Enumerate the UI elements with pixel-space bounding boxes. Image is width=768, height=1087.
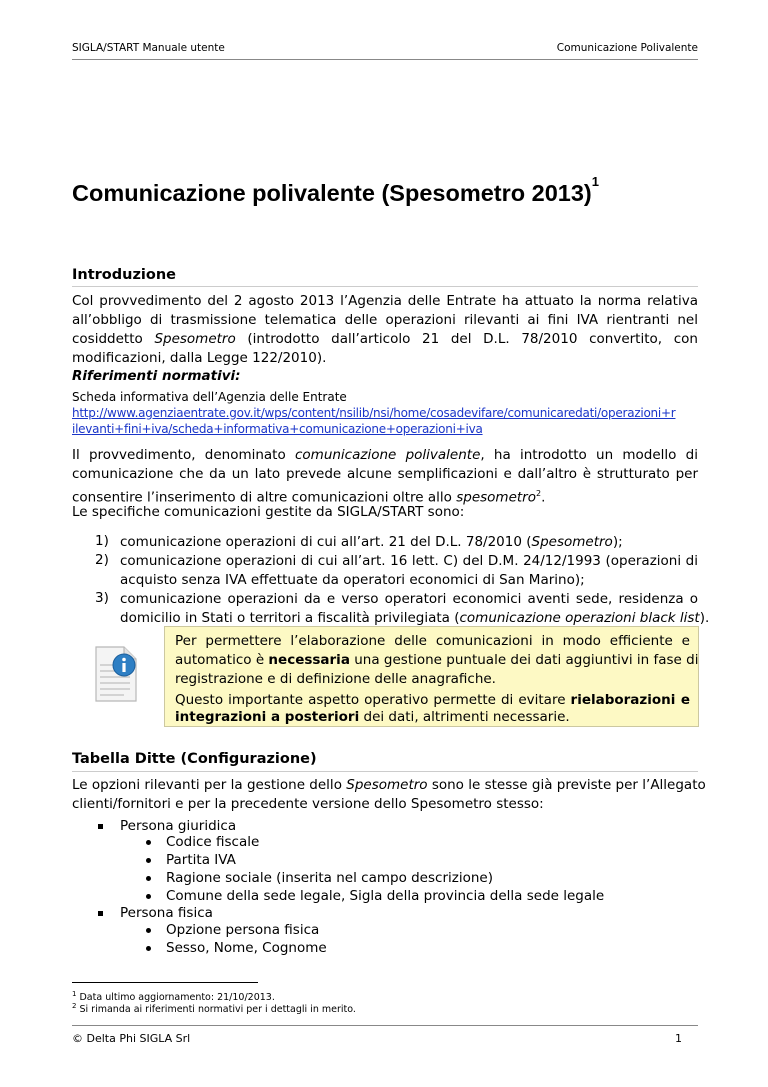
note-box (164, 626, 699, 727)
section-divider (72, 771, 698, 772)
riferimenti-source: Scheda informativa dell’Agenzia delle Entrate (72, 390, 347, 404)
note-line: Per permettere l’elaborazione delle comunicazioni in modo efficiente e (175, 633, 690, 649)
footer-copyright: © Delta Phi SIGLA Srl (72, 1032, 191, 1045)
riferimenti-heading: Riferimenti normativi: (72, 368, 241, 384)
info-document-icon (94, 645, 140, 703)
page-header (72, 42, 698, 54)
title-footnote-ref: 1 (591, 174, 599, 189)
header-section: Comunicazione Polivalente (556, 42, 698, 54)
list-item-persona-fisica: Persona fisica (120, 905, 213, 921)
page-title: Comunicazione polivalente (Spesometro 2013)$^1$ (72, 174, 599, 206)
footnote-ref-2: 2 (535, 489, 542, 498)
intro-paragraph: Col provvedimento del 2 agosto 2013 l’Agenzia delle Entrate ha attuato la norma relativa all’obbligo di trasmissione telematica delle operazioni rilevanti ai fini IVA rientranti nel cosiddetto Spesometro (introdotto dall’articolo 21 del D.L. 78/2010 convertito, con modificazioni, dalla Legge 122/2010). (72, 293, 698, 366)
bullet-icon (146, 876, 151, 881)
tabella-paragraph: Le opzioni rilevanti per la gestione dello Spesometro sono le stesse già previste per l’Allegato clienti/fornitori e per la precedente versione dello Spesometro stesso: (72, 777, 706, 812)
note-line: Questo importante aspetto operativo permette di evitare rielaborazioni e (175, 692, 690, 708)
list-item: Ragione sociale (inserita nel campo descrizione) (166, 870, 493, 886)
provvedimento-paragraph: Il provvedimento, denominato comunicazione polivalente, ha introdotto un modello di comunicazione che da un lato prevede alcune semplificazioni e dall’altro è strutturato per consentire l’inserimento di altre comunicazioni oltre allo spesometro$^2$. (72, 447, 698, 506)
list-number: 2) (95, 552, 109, 568)
section-divider (72, 286, 698, 287)
list-item: Codice fiscale (166, 834, 260, 850)
list-item: comunicazione operazioni da e verso operatori economici aventi sede, residenza o domicilio in Stati o territori a fiscalità privilegiata (comunicazione operazioni black list). (120, 591, 710, 626)
section-heading-introduzione: Introduzione (72, 267, 176, 283)
header-divider (72, 59, 698, 60)
note-line: registrazione e di definizione delle anagrafiche. (175, 671, 496, 687)
riferimenti-link[interactable]: http://www.agenziaentrate.gov.it/wps/content/nsilib/nsi/home/cosadevifare/comunicaredati/operazioni+r ilevanti+fini+iva/scheda+informativa+comunicazione+operazioni+iva (72, 406, 676, 436)
bullet-icon (146, 894, 151, 899)
list-item-persona-giuridica: Persona giuridica (120, 818, 237, 834)
page-footer (72, 1032, 698, 1045)
bullet-icon (146, 858, 151, 863)
footer-divider (72, 1025, 698, 1026)
list-item: Opzione persona fisica (166, 922, 320, 938)
list-item: Comune della sede legale, Sigla della provincia della sede legale (166, 888, 605, 904)
bullet-icon (146, 840, 151, 845)
list-item: comunicazione operazioni di cui all’art. 21 del D.L. 78/2010 (Spesometro); (120, 534, 623, 550)
note-line: integrazioni a posteriori dei dati, altrimenti necessarie. (175, 709, 570, 725)
square-bullet-icon (98, 911, 103, 916)
list-number: 1) (95, 533, 109, 549)
list-item: comunicazione operazioni di cui all’art. 16 lett. C) del D.M. 24/12/1993 (operazioni di acquisto senza IVA effettuate da operatori economici di San Marino); (120, 553, 698, 588)
footnote-divider (72, 982, 258, 983)
square-bullet-icon (98, 824, 103, 829)
note-line: automatico è necessaria una gestione puntuale dei dati aggiuntivi in fase di (175, 652, 699, 668)
page-number: 1 (675, 1032, 682, 1045)
footnote-1: $^1$ Data ultimo aggiornamento: 21/10/2013. (72, 990, 275, 1004)
specifiche-intro: Le specifiche comunicazioni gestite da SIGLA/START sono: (72, 504, 465, 520)
header-doc-title: SIGLA/START Manuale utente (72, 42, 225, 54)
footnote-2: $^2$ Si rimanda ai riferimenti normativi per i dettagli in merito. (72, 1002, 356, 1016)
list-item: Partita IVA (166, 852, 236, 868)
section-heading-tabella-ditte: Tabella Ditte (Configurazione) (72, 751, 317, 767)
bullet-icon (146, 928, 151, 933)
list-item: Sesso, Nome, Cognome (166, 940, 327, 956)
list-number: 3) (95, 590, 109, 606)
bullet-icon (146, 946, 151, 951)
